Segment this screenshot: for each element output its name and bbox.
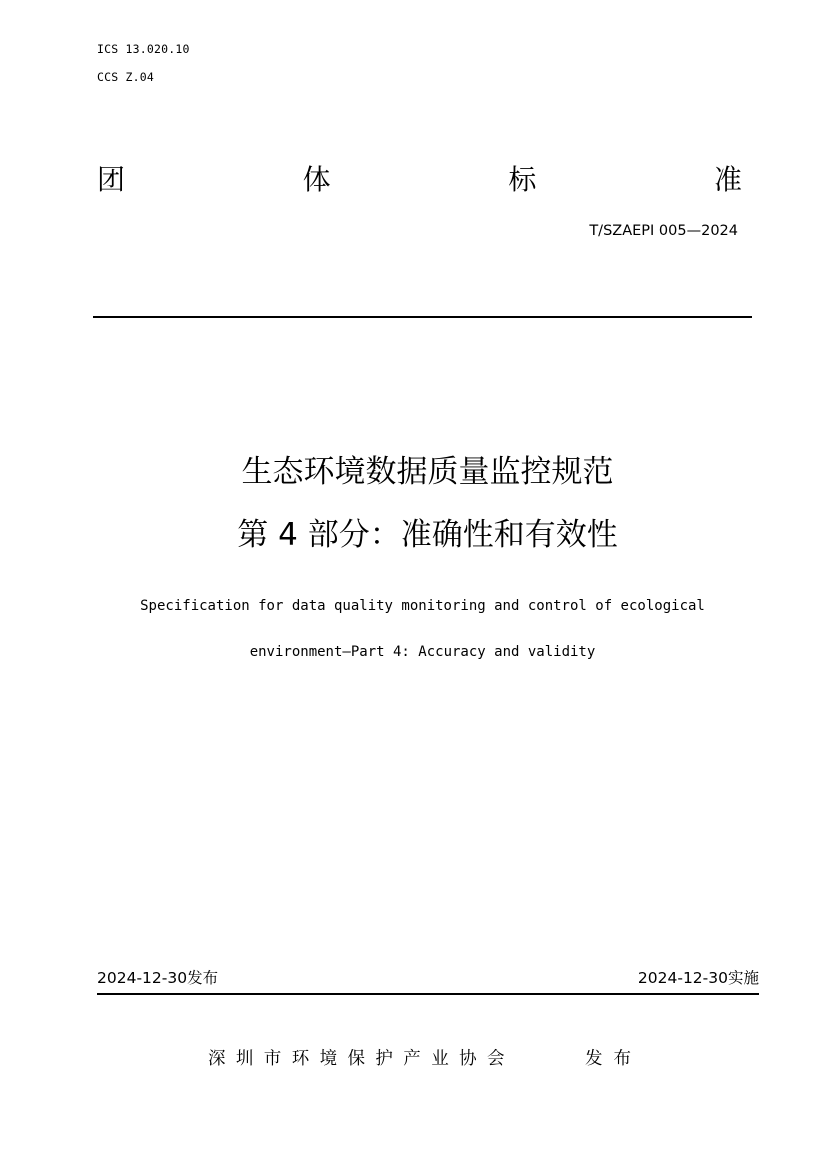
- bottom-divider: [97, 993, 759, 995]
- title-zh-line1: 生态环境数据质量监控规范: [241, 454, 614, 490]
- standard-type-char: 体: [302, 163, 331, 196]
- standard-code: T/SZAEPI 005—2024: [589, 223, 738, 239]
- top-divider: [93, 316, 752, 318]
- ics-code: ICS 13.020.10: [97, 42, 190, 56]
- publish-date: 2024-12-30发布: [97, 969, 219, 987]
- standard-type: [97, 160, 742, 200]
- ccs-code: CCS Z.04: [97, 70, 154, 84]
- publisher-name: 深圳市环境保护产业协会: [208, 1049, 515, 1069]
- standard-type-char: 准: [713, 163, 742, 196]
- title-en-line2: environment—Part 4: Accuracy and validity: [249, 644, 596, 660]
- title-zh-line2: 第 4 部分：准确性和有效性: [237, 517, 618, 553]
- implement-date: 2024-12-30实施: [637, 969, 759, 987]
- standard-type-char: 标: [508, 163, 537, 196]
- standard-type-char: 团: [97, 163, 126, 196]
- publisher-suffix: 发布: [585, 1049, 642, 1069]
- title-en-line1: Specification for data quality monitoring and control of ecological: [140, 598, 705, 614]
